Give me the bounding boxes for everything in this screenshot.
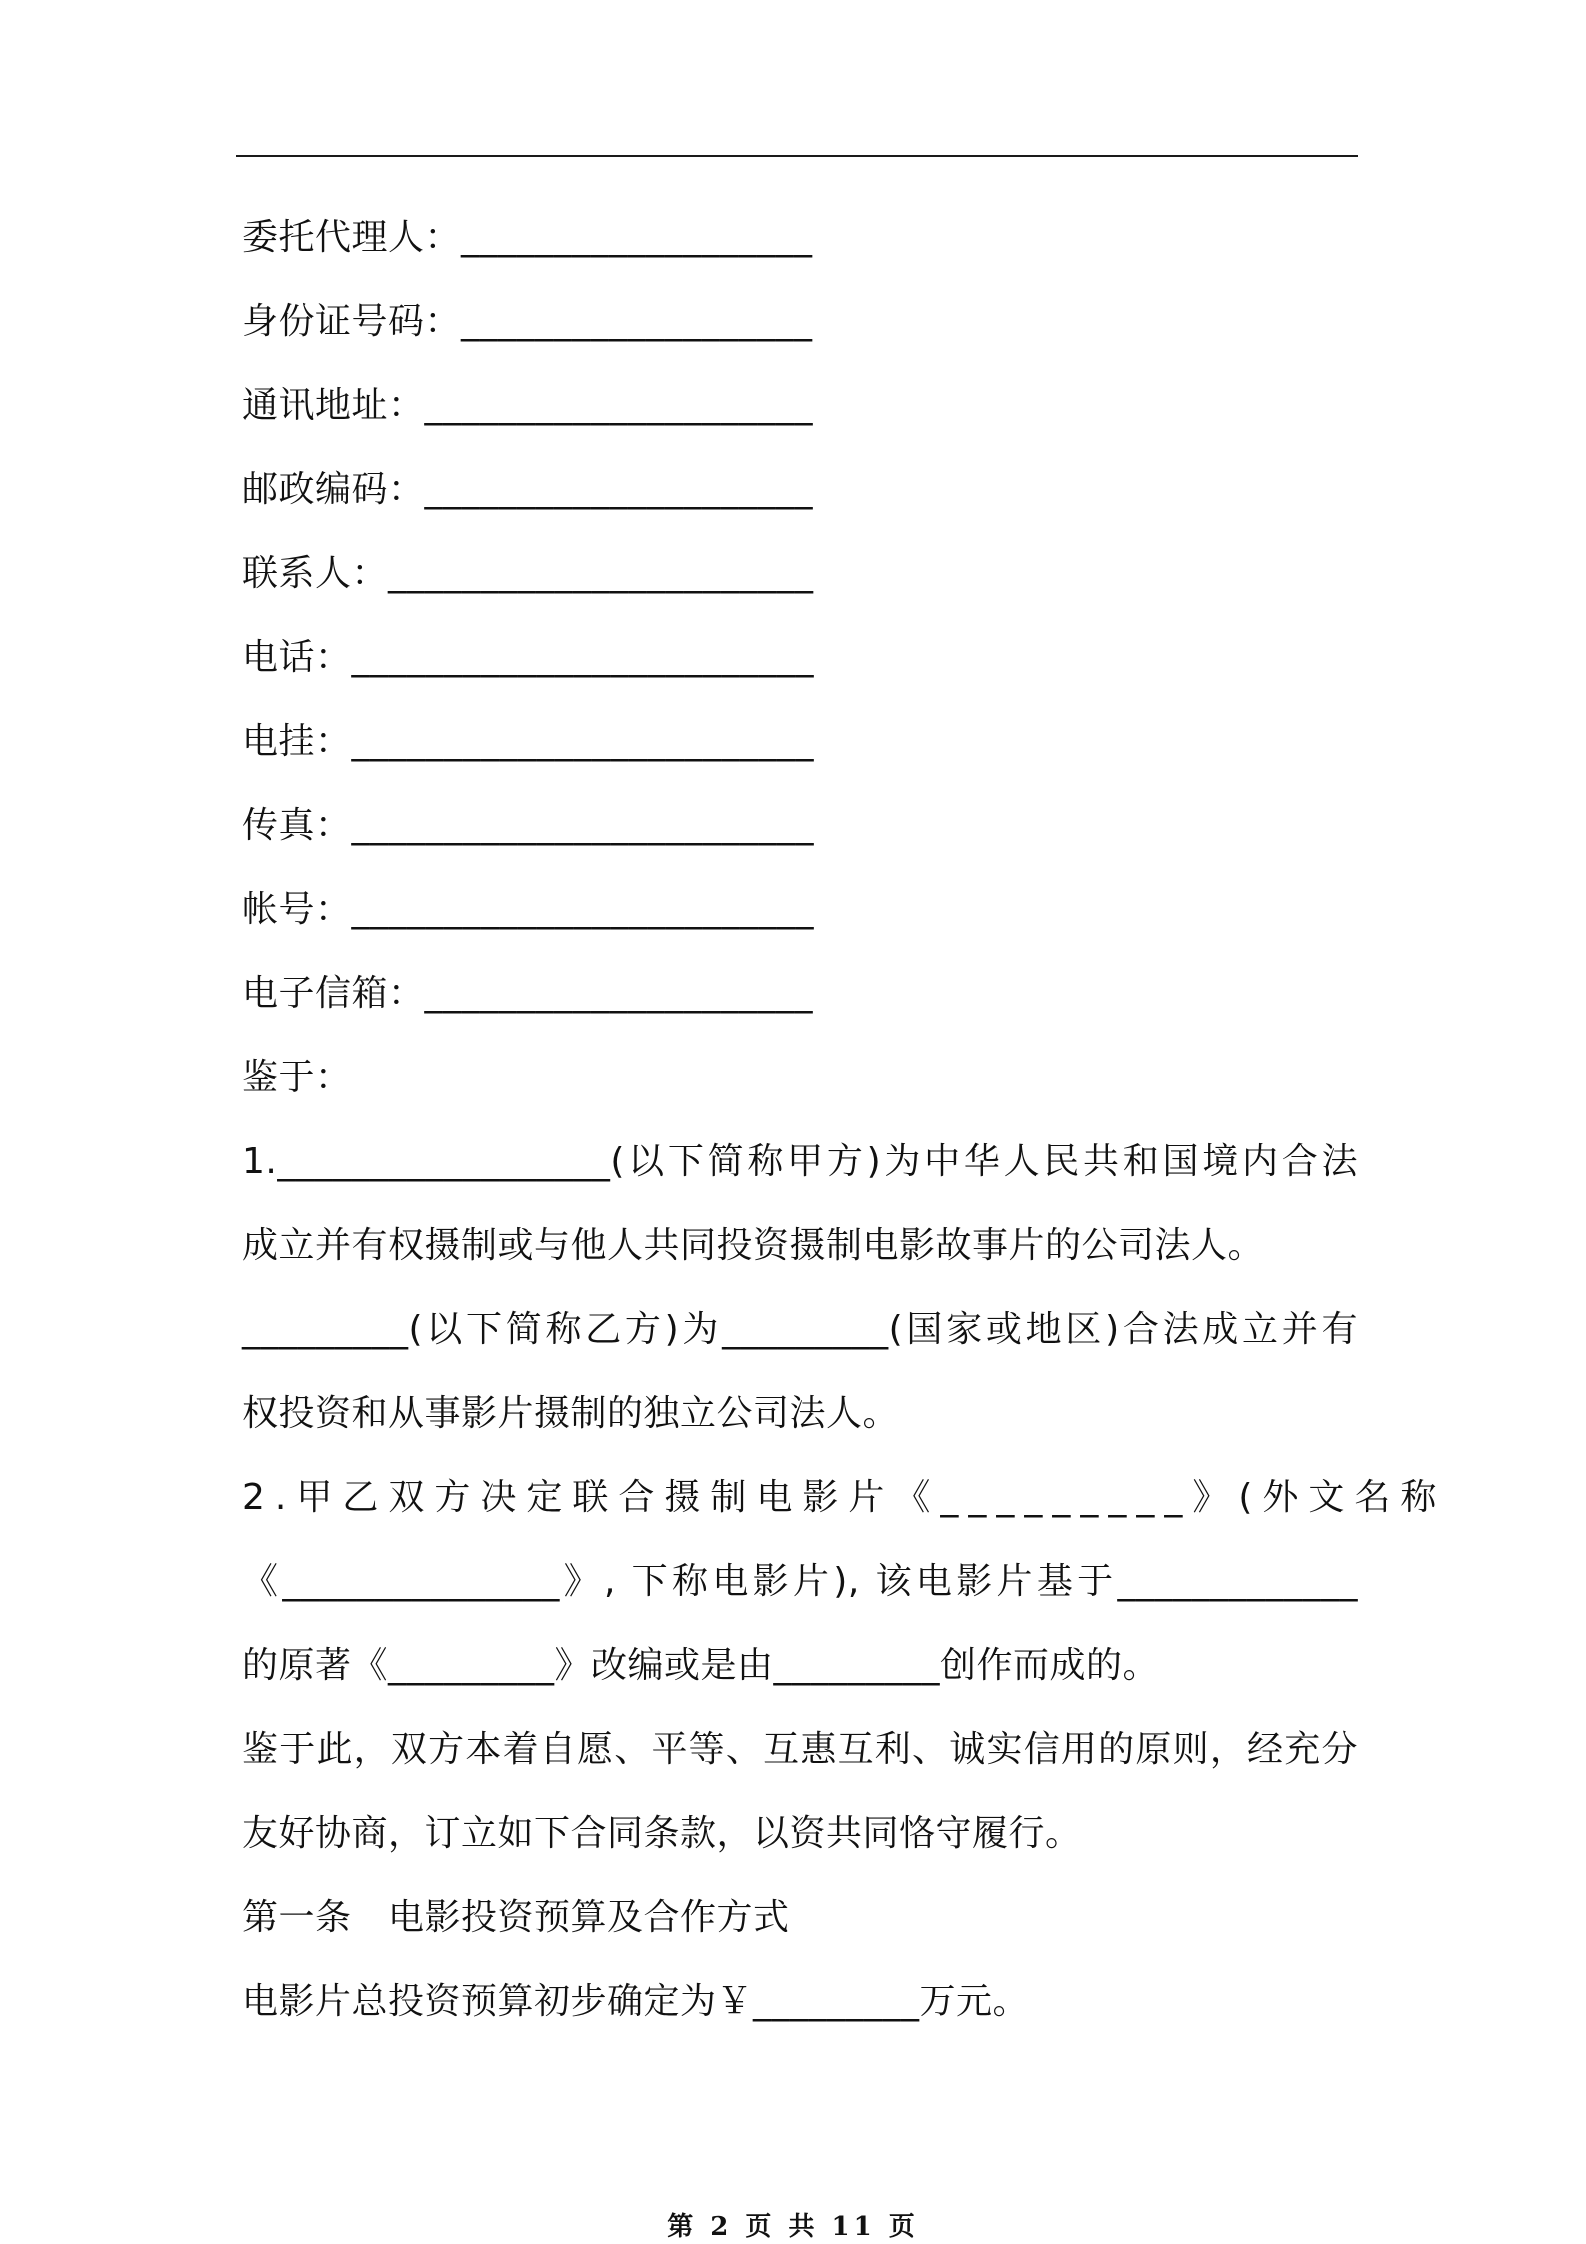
account-field: 帐号：_________________________: [242, 889, 815, 930]
fax-field: 传真：_________________________: [242, 805, 815, 846]
paragraph-line: 2.甲乙双方决定联合摄制电影片《_________》(外文名称: [242, 1477, 1447, 1518]
id-number-field: 身份证号码：___________________: [242, 301, 813, 342]
agent-field: 委托代理人：___________________: [242, 217, 813, 258]
contract-body: [242, 196, 1447, 2044]
phone-field: 电话：_________________________: [242, 637, 815, 678]
paragraph-line: 的原著《_________》改编或是由_________创作而成的。: [242, 1645, 1160, 1686]
paragraph-line: 友好协商，订立如下合同条款，以资共同恪守履行。: [242, 1813, 1082, 1854]
postal-code-field: 邮政编码：_____________________: [242, 469, 814, 510]
address-field: 通讯地址：_____________________: [242, 385, 814, 426]
paragraph-line: 《_______________》, 下称电影片), 该电影片基于_____________: [242, 1561, 1358, 1602]
article-text: 电影片总投资预算初步确定为￥_________万元。: [242, 1981, 1030, 2022]
header-rule: [236, 155, 1358, 157]
paragraph-line: _________(以下简称乙方)为_________(国家或地区)合法成立并有: [242, 1309, 1358, 1350]
cable-field: 电挂：_________________________: [242, 721, 815, 762]
paragraph-line: 权投资和从事影片摄制的独立公司法人。: [242, 1393, 900, 1434]
paragraph-line: 成立并有权摄制或与他人共同投资摄制电影故事片的公司法人。: [242, 1225, 1265, 1266]
email-field: 电子信箱：_____________________: [242, 973, 814, 1014]
article-title: 第一条 电影投资预算及合作方式: [242, 1897, 790, 1938]
paragraph-line: 1.__________________(以下简称甲方)为中华人民共和国境内合法: [242, 1141, 1358, 1182]
whereas-heading: 鉴于：: [242, 1057, 352, 1098]
page-number: 第 2 页 共 11 页: [667, 2212, 919, 2242]
paragraph-line: 鉴于此，双方本着自愿、平等、互惠互利、诚实信用的原则，经充分: [242, 1729, 1358, 1770]
contact-person-field: 联系人：_______________________: [242, 553, 814, 594]
